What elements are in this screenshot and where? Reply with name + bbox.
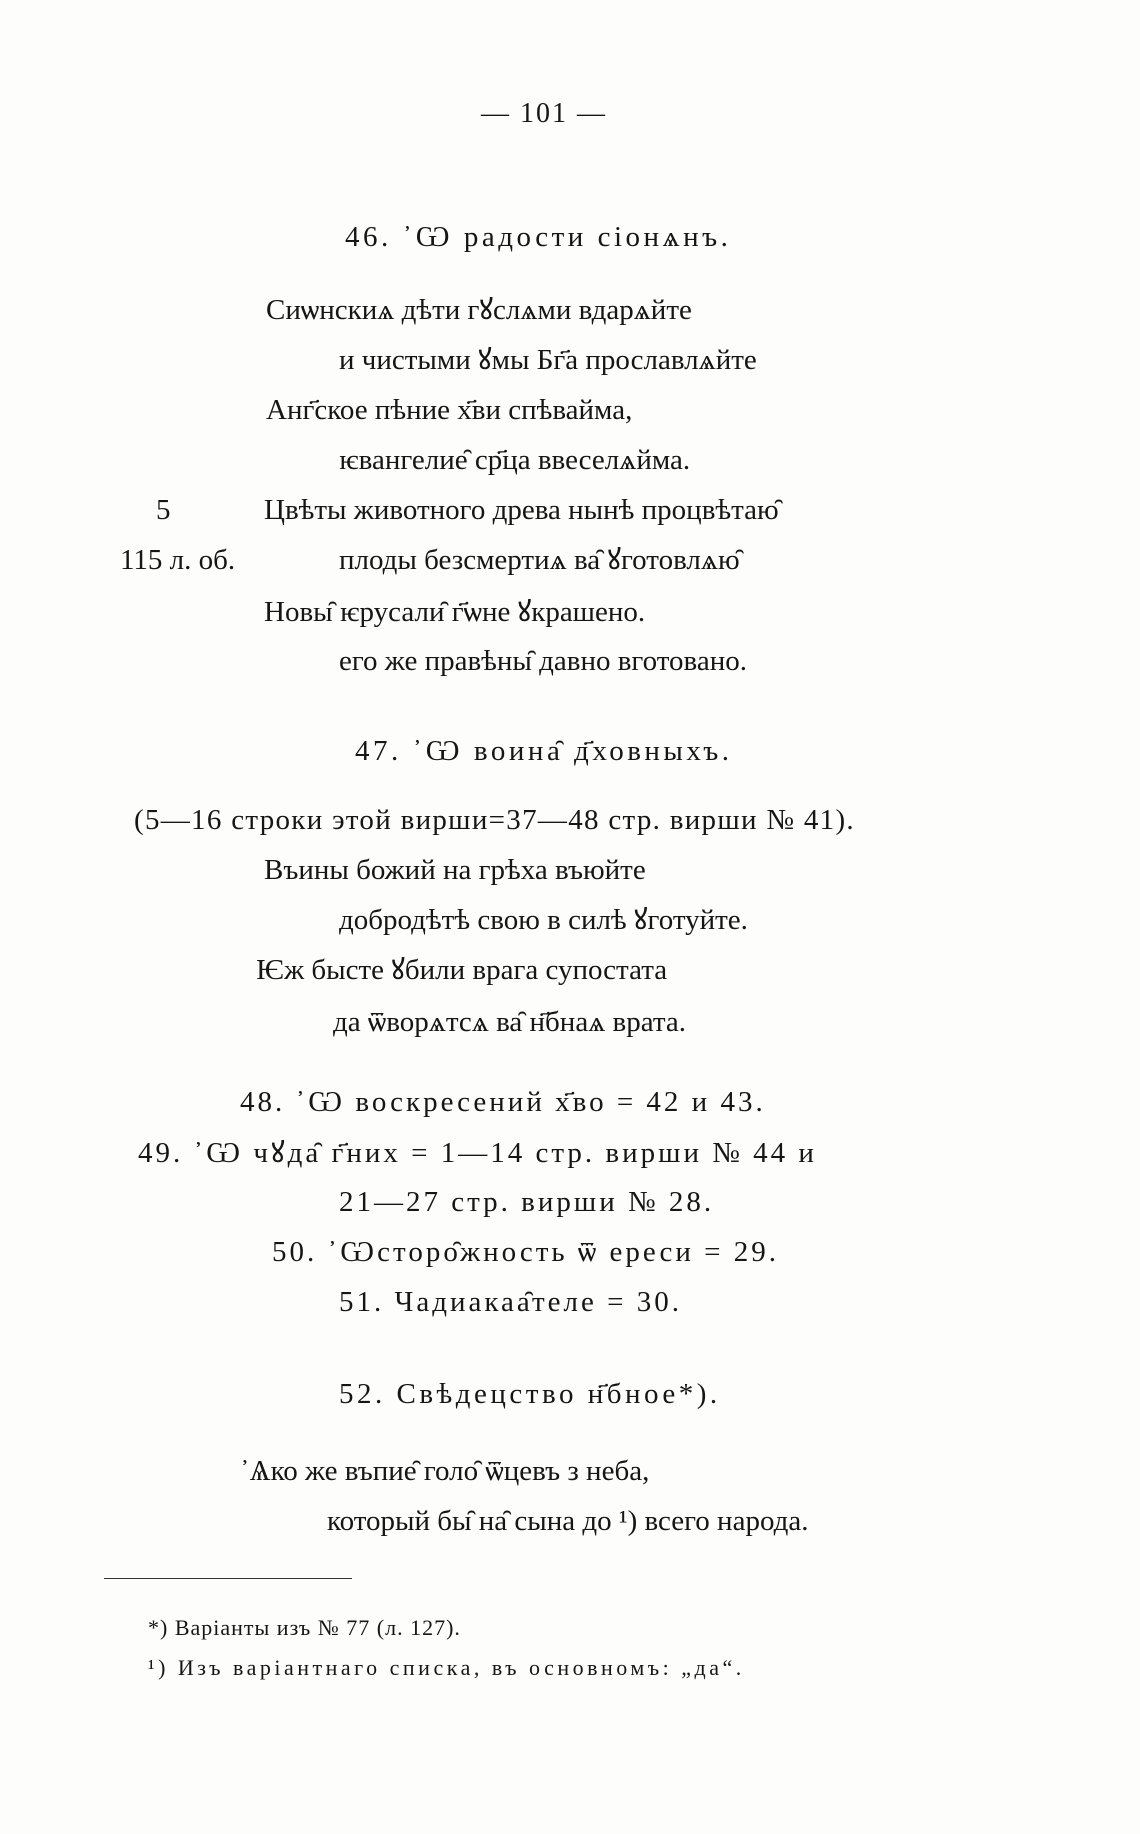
reference-50: 50. ᾿Ѡсторо̑жность ѿ ереси = 29. [272, 1236, 779, 1268]
verse-line: Въины божий на грѣха въюйте [264, 854, 646, 886]
footnote: *) Варіанты изъ № 77 (л. 127). [148, 1615, 461, 1640]
verse-line: да ѿворѧтсѧ ва̑ н҃бнаѧ врата. [333, 1006, 687, 1038]
editorial-note: (5—16 строки этой вирши=37—48 стр. вирши № 41). [134, 804, 855, 836]
verse-line: который бы̑ на̑ сына до ¹) всего народа. [327, 1505, 809, 1537]
margin-line-number: 5 [156, 494, 171, 526]
margin-folio: 115 л. об. [120, 544, 236, 576]
reference-49: 49. ᾿Ѡ чꙋда̑ г҃них = 1—14 стр. вирши № 44 и [138, 1137, 817, 1169]
verse-line: ѥвангелие̑ ср҃ца ввеселѧйма. [339, 444, 691, 476]
verse-line: его же правѣны̑ давно вготовано. [339, 645, 747, 677]
verse-line: Анг҃ское пѣние х҃ви спѣвайма, [266, 394, 633, 426]
verse-line: ᾿Ѧко же въпие̑ голо̑ ѿцевъ з неба, [240, 1455, 650, 1487]
reference-48: 48. ᾿Ѡ воскресений х҃во = 42 и 43. [240, 1086, 766, 1118]
reference-51: 51. Чадиакаа̑теле = 30. [339, 1286, 683, 1318]
page-number: — 101 — [481, 98, 607, 129]
verse-line: плоды безсмертиѧ ва̑ ꙋготовлѧю̑ [339, 544, 740, 576]
footnote-rule [104, 1578, 352, 1579]
verse-line: Сиѡнскиѧ дѣти гꙋслѧми вдарѧйте [266, 294, 692, 326]
section-heading-46: 46. ᾿Ѡ радости сіонѧнъ. [345, 221, 732, 253]
verse-line: Цвѣты животного древа нынѣ процвѣтаю̑ [264, 494, 779, 526]
verse-line: и чистыми ꙋмы Бг҃а прославлѧйте [339, 344, 757, 376]
verse-line: добродѣтѣ свою в силѣ ꙋготуйте. [339, 904, 748, 936]
footnote: ¹) Изъ варіантнаго списка, въ основномъ: „да“. [148, 1655, 745, 1680]
section-heading-47: 47. ᾿Ѡ воина̑ д҃ховныхъ. [355, 735, 733, 767]
section-heading-52: 52. Свѣдецство н҃бное*). [339, 1378, 721, 1410]
reference-49-cont: 21—27 стр. вирши № 28. [339, 1186, 715, 1218]
verse-line: Ѥж бысте ꙋбили врага супостата [256, 954, 668, 986]
verse-line: Новы̑ ѥрусали̑ г҃ѡне ꙋкрашено. [264, 596, 646, 628]
